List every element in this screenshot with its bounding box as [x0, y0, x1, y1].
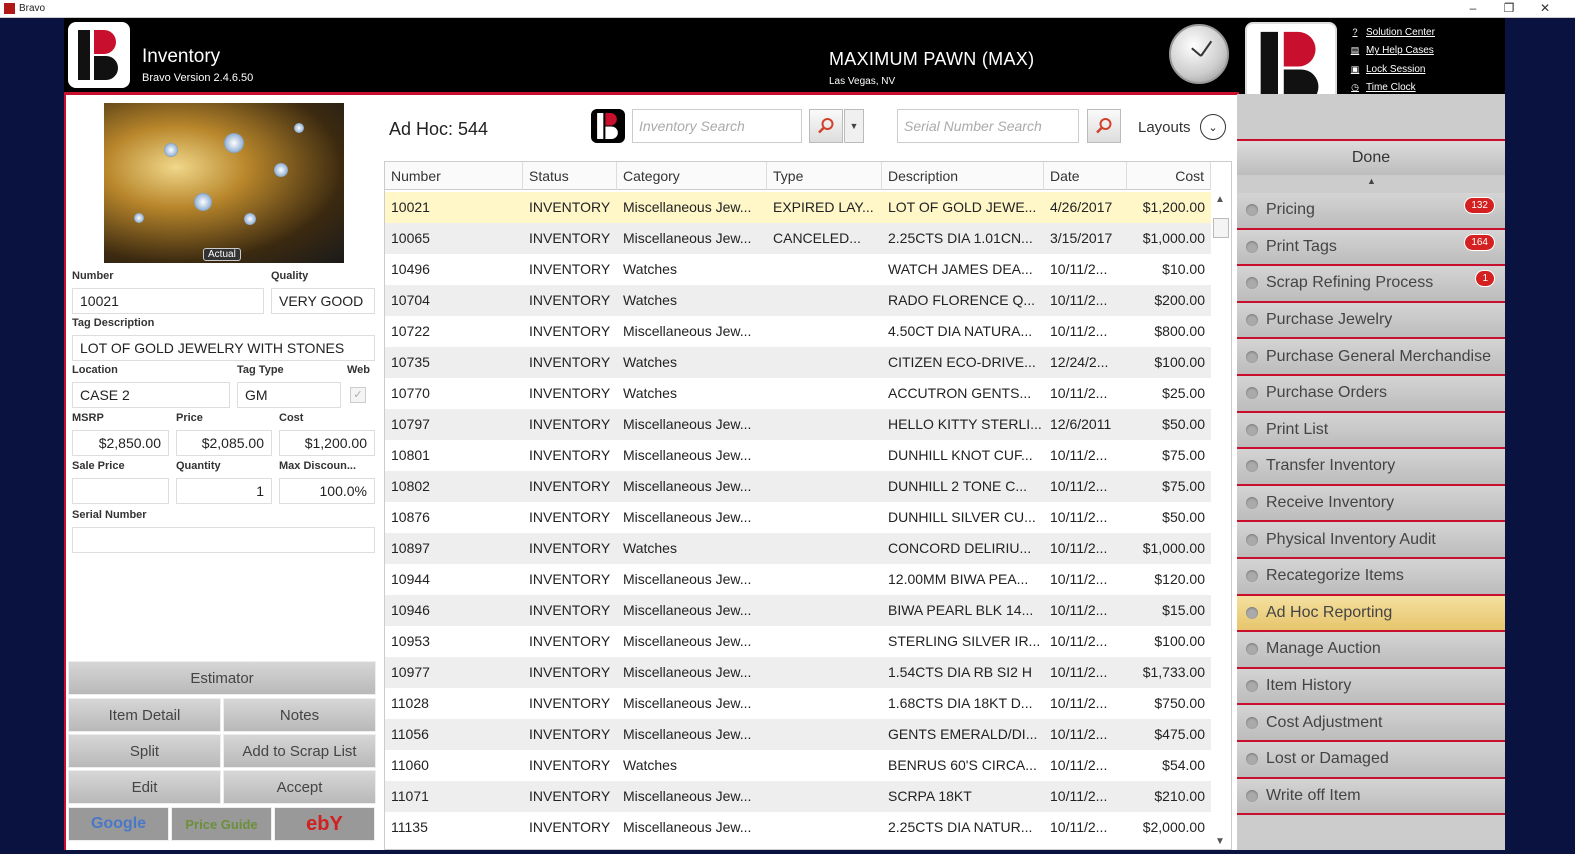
sidebar-item-pricing[interactable] [1237, 193, 1505, 230]
cell-description: STERLING SILVER IR... [888, 633, 1041, 649]
col-cost[interactable]: Cost [1127, 162, 1211, 190]
cell-status: INVENTORY [529, 633, 611, 649]
store-city: Las Vegas, NV [829, 76, 896, 87]
sale-price-field[interactable] [72, 478, 169, 504]
msrp-field[interactable]: $2,850.00 [72, 430, 169, 456]
cell-description: 2.25CTS DIA NATUR... [888, 819, 1033, 835]
sidebar-item-purchase-orders[interactable] [1237, 376, 1505, 413]
cell-status: INVENTORY [529, 695, 611, 711]
tag-description-field[interactable]: LOT OF GOLD JEWELRY WITH STONES [72, 335, 375, 361]
cell-category: Miscellaneous Jew... [623, 447, 752, 463]
cell-description: 12.00MM BIWA PEA... [888, 571, 1029, 587]
cell-cost: $50.00 [1162, 509, 1205, 525]
count-badge: 132 [1464, 197, 1495, 214]
sidebar-item-lost-or-damaged[interactable] [1237, 742, 1505, 779]
cell-description: 1.54CTS DIA RB SI2 H [888, 664, 1032, 680]
cell-date: 10/11/2... [1050, 385, 1108, 401]
cell-category: Miscellaneous Jew... [623, 695, 752, 711]
my-help-cases-link[interactable]: ▤ My Help Cases [1350, 45, 1434, 57]
cell-number: 10722 [391, 323, 430, 339]
tag-type-field[interactable]: GM [237, 382, 341, 408]
cost-field[interactable]: $1,200.00 [279, 430, 375, 456]
cell-number: 10977 [391, 664, 430, 680]
cell-number: 10876 [391, 509, 430, 525]
sidebar-item-label: Scrap Refining Process [1266, 274, 1434, 292]
layouts-label: Layouts [1138, 119, 1191, 136]
inventory-search-button[interactable] [809, 109, 843, 143]
cell-cost: $1,200.00 [1142, 199, 1205, 215]
col-status[interactable]: Status [523, 162, 617, 190]
item-detail-button[interactable]: Item Detail [68, 698, 221, 732]
max-discount-label: Max Discoun... [279, 460, 357, 472]
cell-cost: $800.00 [1154, 323, 1205, 339]
bullet-icon [1246, 387, 1258, 399]
bullet-icon [1246, 314, 1258, 326]
cost-label: Cost [279, 412, 304, 424]
ebay-button[interactable]: ebY [274, 807, 375, 841]
cell-cost: $50.00 [1162, 416, 1205, 432]
report-title: Ad Hoc: 544 [389, 119, 489, 139]
cell-category: Miscellaneous Jew... [623, 819, 752, 835]
sidebar-item-purchase-jewelry[interactable] [1237, 303, 1505, 340]
search-icon [1095, 117, 1113, 135]
report-panel [384, 95, 1239, 850]
google-button[interactable]: Google [68, 807, 169, 841]
sidebar-item-label: Lost or Damaged [1266, 750, 1389, 768]
cell-status: INVENTORY [529, 447, 611, 463]
bullet-icon [1246, 351, 1258, 363]
cell-cost: $54.00 [1162, 757, 1205, 773]
cell-date: 4/26/2017 [1050, 199, 1113, 215]
cell-cost: $750.00 [1154, 695, 1205, 711]
table-row[interactable] [385, 347, 1211, 378]
cell-number: 11071 [391, 788, 429, 804]
bullet-icon [1246, 241, 1258, 253]
cell-date: 10/11/2... [1050, 695, 1108, 711]
cell-number: 10735 [391, 354, 430, 370]
cell-category: Miscellaneous Jew... [623, 199, 752, 215]
location-label: Location [72, 364, 118, 376]
lock-session-link[interactable]: ▣ Lock Session [1350, 63, 1426, 75]
cell-cost: $1,000.00 [1142, 540, 1205, 556]
cell-cost: $1,000.00 [1142, 230, 1205, 246]
tag-description-label: Tag Description [72, 317, 155, 329]
cell-cost: $75.00 [1162, 447, 1205, 463]
accept-button[interactable]: Accept [223, 770, 376, 804]
count-badge: 1 [1475, 270, 1495, 287]
sidebar-item-label: Receive Inventory [1266, 494, 1395, 512]
cell-date: 10/11/2... [1050, 757, 1108, 773]
serial-search-input[interactable]: Serial Number Search [897, 109, 1079, 143]
quantity-field[interactable]: 1 [176, 478, 272, 504]
sidebar-item-transfer-inventory[interactable] [1237, 449, 1505, 486]
cell-number: 10704 [391, 292, 430, 308]
tag-type-label: Tag Type [237, 364, 284, 376]
quality-label: Quality [271, 270, 309, 282]
table-row[interactable] [385, 595, 1211, 626]
cell-date: 10/11/2... [1050, 726, 1108, 742]
table-row[interactable] [385, 781, 1211, 812]
cell-description: RADO FLORENCE Q... [888, 292, 1036, 308]
cell-status: INVENTORY [529, 416, 611, 432]
sidebar-item-label: Cost Adjustment [1266, 713, 1383, 731]
cell-type: CANCELED... [773, 230, 861, 246]
cell-number: 11060 [391, 757, 429, 773]
scroll-up-icon[interactable]: ▲ [1215, 194, 1225, 205]
bullet-icon [1246, 680, 1258, 692]
cell-category: Miscellaneous Jew... [623, 509, 752, 525]
cell-status: INVENTORY [529, 602, 611, 618]
col-category[interactable]: Category [617, 162, 767, 190]
cell-description: DUNHILL SILVER CU... [888, 509, 1036, 525]
cell-category: Watches [623, 540, 677, 556]
sidebar-scroll-up-icon[interactable]: ▲ [1367, 176, 1376, 186]
bullet-icon [1246, 424, 1258, 436]
bullet-icon [1246, 277, 1258, 289]
col-number[interactable]: Number [385, 162, 523, 190]
col-type[interactable]: Type [767, 162, 882, 190]
cell-number: 10802 [391, 478, 430, 494]
table-row[interactable] [385, 378, 1211, 409]
table-row[interactable] [385, 223, 1211, 254]
item-details-panel [64, 95, 382, 850]
done-button[interactable]: Done [1237, 139, 1505, 175]
cell-cost: $2,000.00 [1142, 819, 1205, 835]
folder-icon: ▤ [1350, 45, 1360, 56]
table-row[interactable] [385, 316, 1211, 347]
cell-category: Miscellaneous Jew... [623, 633, 752, 649]
cell-date: 10/11/2... [1050, 540, 1108, 556]
table-body [385, 192, 1211, 843]
count-badge: 164 [1464, 234, 1495, 251]
cell-status: INVENTORY [529, 354, 611, 370]
cell-category: Watches [623, 261, 677, 277]
sidebar-item-label: Purchase General Merchandise [1266, 347, 1492, 365]
sidebar-menu [1237, 193, 1505, 815]
sale-price-label: Sale Price [72, 460, 125, 472]
table-row[interactable] [385, 688, 1211, 719]
action-sidebar [1237, 94, 1505, 850]
inventory-search-input[interactable]: Inventory Search [632, 109, 802, 143]
store-name: MAXIMUM PAWN (MAX) [829, 49, 1035, 69]
bullet-icon [1246, 204, 1258, 216]
solution-center-link[interactable]: ? Solution Center [1349, 23, 1435, 42]
estimator-button[interactable]: Estimator [68, 661, 376, 695]
cell-description: CITIZEN ECO-DRIVE... [888, 354, 1036, 370]
bullet-icon [1246, 534, 1258, 546]
time-clock-link[interactable]: ◷ Time Clock [1349, 79, 1435, 98]
table-row[interactable] [385, 502, 1211, 533]
web-label: Web [347, 364, 371, 376]
sidebar-item-label: Recategorize Items [1266, 567, 1404, 585]
question-icon: ? [1352, 27, 1358, 38]
cell-status: INVENTORY [529, 199, 611, 215]
sidebar-item-purchase-general-merchandise[interactable] [1237, 339, 1505, 376]
cell-number: 10797 [391, 416, 430, 432]
cell-status: INVENTORY [529, 726, 611, 742]
cell-status: INVENTORY [529, 757, 611, 773]
bravo-search-icon[interactable] [591, 109, 625, 143]
sidebar-item-print-tags[interactable] [1237, 230, 1505, 267]
sidebar-item-physical-inventory-audit[interactable] [1237, 522, 1505, 559]
location-field[interactable]: CASE 2 [72, 382, 230, 408]
table-row[interactable] [385, 192, 1211, 223]
col-description[interactable]: Description [882, 162, 1044, 190]
app-icon [4, 3, 15, 14]
cell-number: 10021 [391, 199, 430, 215]
cell-description: LOT OF GOLD JEWE... [888, 199, 1037, 215]
sidebar-item-label: Print Tags [1266, 237, 1337, 255]
cell-cost: $10.00 [1162, 261, 1205, 277]
cell-status: INVENTORY [529, 788, 611, 804]
cell-category: Miscellaneous Jew... [623, 788, 752, 804]
cell-status: INVENTORY [529, 230, 611, 246]
bullet-icon [1246, 643, 1258, 655]
cell-category: Miscellaneous Jew... [623, 230, 752, 246]
cell-category: Miscellaneous Jew... [623, 571, 752, 587]
minimize-icon[interactable]: – [1469, 1, 1477, 15]
cell-category: Miscellaneous Jew... [623, 416, 752, 432]
cell-number: 10946 [391, 602, 430, 618]
serial-number-label: Serial Number [72, 509, 147, 521]
cell-date: 10/11/2... [1050, 788, 1108, 804]
sidebar-item-scrap-refining-process[interactable] [1237, 266, 1505, 303]
search-icon [817, 117, 835, 135]
search-options-dropdown[interactable]: ▼ [844, 109, 864, 143]
clock-icon[interactable] [1169, 24, 1229, 84]
cell-category: Watches [623, 354, 677, 370]
cell-description: 1.68CTS DIA 18KT D... [888, 695, 1033, 711]
web-checkbox[interactable]: ✓ [350, 387, 366, 403]
cell-cost: $75.00 [1162, 478, 1205, 494]
msrp-label: MSRP [72, 412, 104, 424]
cell-category: Miscellaneous Jew... [623, 664, 752, 680]
restore-icon[interactable]: ❐ [1503, 1, 1515, 15]
scroll-thumb[interactable] [1213, 218, 1229, 238]
cell-cost: $100.00 [1154, 354, 1205, 370]
cell-description: SCRPA 18KT [888, 788, 972, 804]
cell-number: 10944 [391, 571, 430, 587]
window-titlebar [0, 0, 1575, 18]
cell-date: 10/11/2... [1050, 633, 1108, 649]
cell-category: Miscellaneous Jew... [623, 726, 752, 742]
sidebar-item-label: Item History [1266, 677, 1352, 695]
sidebar-item-receive-inventory[interactable] [1237, 486, 1505, 523]
serial-number-field[interactable] [72, 527, 375, 553]
cell-description: GENTS EMERALD/DI... [888, 726, 1038, 742]
max-discount-field[interactable]: 100.0% [279, 478, 375, 504]
price-guide-button[interactable]: Price Guide [171, 807, 272, 841]
sidebar-item-ad-hoc-reporting[interactable] [1237, 596, 1505, 633]
cell-number: 10496 [391, 261, 430, 277]
cell-status: INVENTORY [529, 571, 611, 587]
cell-date: 10/11/2... [1050, 478, 1108, 494]
cell-description: CONCORD DELIRIU... [888, 540, 1032, 556]
cell-description: 4.50CT DIA NATURA... [888, 323, 1033, 339]
clock-small-icon: ◷ [1351, 82, 1359, 93]
bravo-logo [68, 22, 130, 88]
number-label: Number [72, 270, 114, 282]
cell-number: 11028 [391, 695, 429, 711]
sidebar-item-manage-auction[interactable] [1237, 632, 1505, 669]
cell-status: INVENTORY [529, 540, 611, 556]
cell-date: 12/24/2... [1050, 354, 1109, 370]
cell-cost: $120.00 [1154, 571, 1205, 587]
cell-number: 10801 [391, 447, 430, 463]
bullet-icon [1246, 607, 1258, 619]
number-field[interactable]: 10021 [72, 288, 264, 314]
window-title: Bravo [19, 3, 46, 14]
cell-date: 10/11/2... [1050, 602, 1108, 618]
cell-cost: $25.00 [1162, 385, 1205, 401]
table-header [385, 162, 1211, 190]
table-row[interactable] [385, 626, 1211, 657]
sidebar-item-label: Write off Item [1266, 786, 1361, 804]
table-row[interactable] [385, 471, 1211, 502]
cell-status: INVENTORY [529, 664, 611, 680]
price-label: Price [176, 412, 203, 424]
cell-number: 10065 [391, 230, 430, 246]
quantity-label: Quantity [176, 460, 221, 472]
cell-cost: $100.00 [1154, 633, 1205, 649]
cell-date: 10/11/2... [1050, 664, 1108, 680]
cell-status: INVENTORY [529, 509, 611, 525]
cell-cost: $210.00 [1154, 788, 1205, 804]
cell-description: DUNHILL KNOT CUF... [888, 447, 1033, 463]
price-field[interactable]: $2,085.00 [176, 430, 272, 456]
col-date[interactable]: Date [1044, 162, 1127, 190]
cell-description: BIWA PEARL BLK 14... [888, 602, 1034, 618]
serial-search-button[interactable] [1087, 109, 1121, 143]
sidebar-item-label: Transfer Inventory [1266, 457, 1396, 475]
table-row[interactable] [385, 285, 1211, 316]
cell-description: WATCH JAMES DEA... [888, 261, 1033, 277]
cell-description: HELLO KITTY STERLI... [888, 416, 1042, 432]
cell-number: 10897 [391, 540, 430, 556]
inventory-table [384, 161, 1232, 850]
cell-cost: $1,733.00 [1142, 664, 1205, 680]
table-row[interactable] [385, 409, 1211, 440]
cell-category: Miscellaneous Jew... [623, 478, 752, 494]
cell-status: INVENTORY [529, 261, 611, 277]
sidebar-item-item-history[interactable] [1237, 669, 1505, 706]
add-to-scrap-button[interactable]: Add to Scrap List [223, 734, 376, 768]
item-photo[interactable] [104, 103, 344, 263]
table-row[interactable] [385, 564, 1211, 595]
sidebar-item-label: Physical Inventory Audit [1266, 530, 1436, 548]
table-row[interactable] [385, 440, 1211, 471]
bullet-icon [1246, 497, 1258, 509]
sidebar-item-cost-adjustment[interactable] [1237, 705, 1505, 742]
sidebar-item-print-list[interactable] [1237, 413, 1505, 450]
sidebar-item-label: Purchase Jewelry [1266, 311, 1393, 329]
bullet-icon [1246, 790, 1258, 802]
cell-date: 10/11/2... [1050, 509, 1108, 525]
table-row[interactable] [385, 657, 1211, 688]
sidebar-item-write-off-item[interactable] [1237, 779, 1505, 816]
cell-date: 10/11/2... [1050, 571, 1108, 587]
edit-button[interactable]: Edit [68, 770, 221, 804]
help-links [1349, 23, 1435, 97]
cell-number: 10953 [391, 633, 430, 649]
layouts-chevron-icon[interactable]: ⌄ [1200, 114, 1226, 140]
cell-description: DUNHILL 2 TONE C... [888, 478, 1028, 494]
quality-field[interactable]: VERY GOOD [271, 288, 375, 314]
sidebar-item-recategorize-items[interactable] [1237, 559, 1505, 596]
cell-date: 10/11/2... [1050, 292, 1108, 308]
cell-category: Watches [623, 292, 677, 308]
cell-status: INVENTORY [529, 819, 611, 835]
table-scrollbar[interactable] [1211, 192, 1229, 847]
sidebar-item-label: Pricing [1266, 201, 1315, 219]
cell-date: 10/11/2... [1050, 261, 1108, 277]
sidebar-item-label: Purchase Orders [1266, 384, 1387, 402]
cell-description: ACCUTRON GENTS... [888, 385, 1032, 401]
cell-type: EXPIRED LAY... [773, 199, 874, 215]
close-icon[interactable]: ✕ [1539, 1, 1551, 15]
version-label: Bravo Version 2.4.6.50 [142, 72, 254, 84]
cell-date: 10/11/2... [1050, 819, 1108, 835]
bullet-icon [1246, 460, 1258, 472]
header [64, 18, 1505, 94]
cell-cost: $200.00 [1154, 292, 1205, 308]
table-row[interactable] [385, 812, 1211, 843]
split-button[interactable]: Split [68, 734, 221, 768]
cell-description: 2.25CTS DIA 1.01CN... [888, 230, 1033, 246]
cell-cost: $475.00 [1154, 726, 1205, 742]
cell-description: BENRUS 60'S CIRCA... [888, 757, 1037, 773]
cell-number: 11056 [391, 726, 429, 742]
cell-number: 11135 [391, 819, 428, 835]
bullet-icon [1246, 717, 1258, 729]
photo-tag: Actual [203, 248, 241, 261]
table-row[interactable] [385, 750, 1211, 781]
cell-category: Miscellaneous Jew... [623, 323, 752, 339]
table-row[interactable] [385, 719, 1211, 750]
app-window [64, 18, 1505, 850]
cell-category: Watches [623, 757, 677, 773]
table-row[interactable] [385, 254, 1211, 285]
cell-date: 12/6/2011 [1050, 416, 1112, 432]
cell-date: 3/15/2017 [1050, 230, 1113, 246]
table-row[interactable] [385, 533, 1211, 564]
lock-icon: ▣ [1350, 63, 1360, 74]
notes-button[interactable]: Notes [223, 698, 376, 732]
sidebar-item-label: Ad Hoc Reporting [1266, 603, 1393, 621]
module-title: Inventory [142, 46, 221, 67]
cell-number: 10770 [391, 385, 430, 401]
cell-status: INVENTORY [529, 323, 611, 339]
bullet-icon [1246, 570, 1258, 582]
sidebar-item-label: Print List [1266, 420, 1329, 438]
cell-category: Watches [623, 385, 677, 401]
cell-cost: $15.00 [1162, 602, 1205, 618]
cell-status: INVENTORY [529, 385, 611, 401]
cell-category: Miscellaneous Jew... [623, 602, 752, 618]
scroll-down-icon[interactable]: ▼ [1215, 836, 1225, 847]
bullet-icon [1246, 753, 1258, 765]
cell-status: INVENTORY [529, 292, 611, 308]
cell-date: 10/11/2... [1050, 323, 1108, 339]
cell-date: 10/11/2... [1050, 447, 1108, 463]
sidebar-item-label: Manage Auction [1266, 640, 1381, 658]
cell-status: INVENTORY [529, 478, 611, 494]
